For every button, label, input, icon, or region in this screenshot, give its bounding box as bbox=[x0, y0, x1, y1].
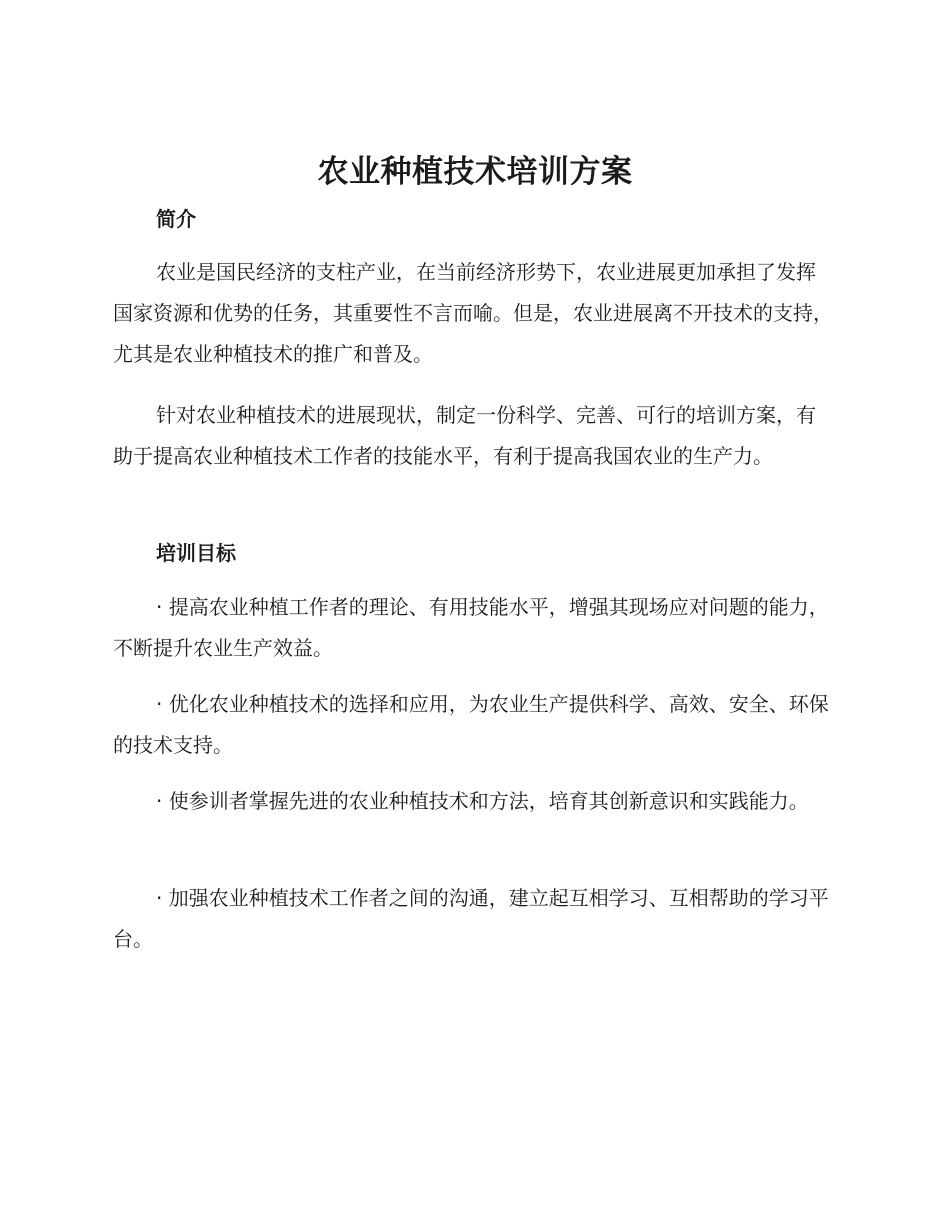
intro-paragraph-1: 农业是国民经济的支柱产业，在当前经济形势下，农业进展更加承担了发挥国家资源和优势的任务，其重要性不言而喻。但是，农业进展离不开技术的支持，尤其是农业种植技术的推广和普及。 bbox=[113, 260, 833, 366]
document-title: 农业种植技术培训方案 bbox=[317, 154, 633, 190]
intro-paragraph-2: 针对农业种植技术的进展现状，制定一份科学、完善、可行的培训方案，有助于提高农业种植技术工作者的技能水平，有利于提高我国农业的生产力。 bbox=[113, 403, 816, 468]
section-heading-goals: 培训目标 bbox=[156, 541, 236, 565]
goal-item-4: · 加强农业种植技术工作者之间的沟通，建立起互相学习、互相帮助的学习平台。 bbox=[113, 886, 829, 951]
section-heading-intro: 简介 bbox=[156, 207, 196, 231]
goal-item-2: · 优化农业种植技术的选择和应用，为农业生产提供科学、高效、安全、环保的技术支持。 bbox=[113, 692, 829, 757]
goal-item-1: · 提高农业种植工作者的理论、有用技能水平，增强其现场应对问题的能力，不断提升农业生产效益。 bbox=[113, 595, 829, 660]
goal-item-3: · 使参训者掌握先进的农业种植技术和方法，培育其创新意识和实践能力。 bbox=[156, 789, 809, 813]
